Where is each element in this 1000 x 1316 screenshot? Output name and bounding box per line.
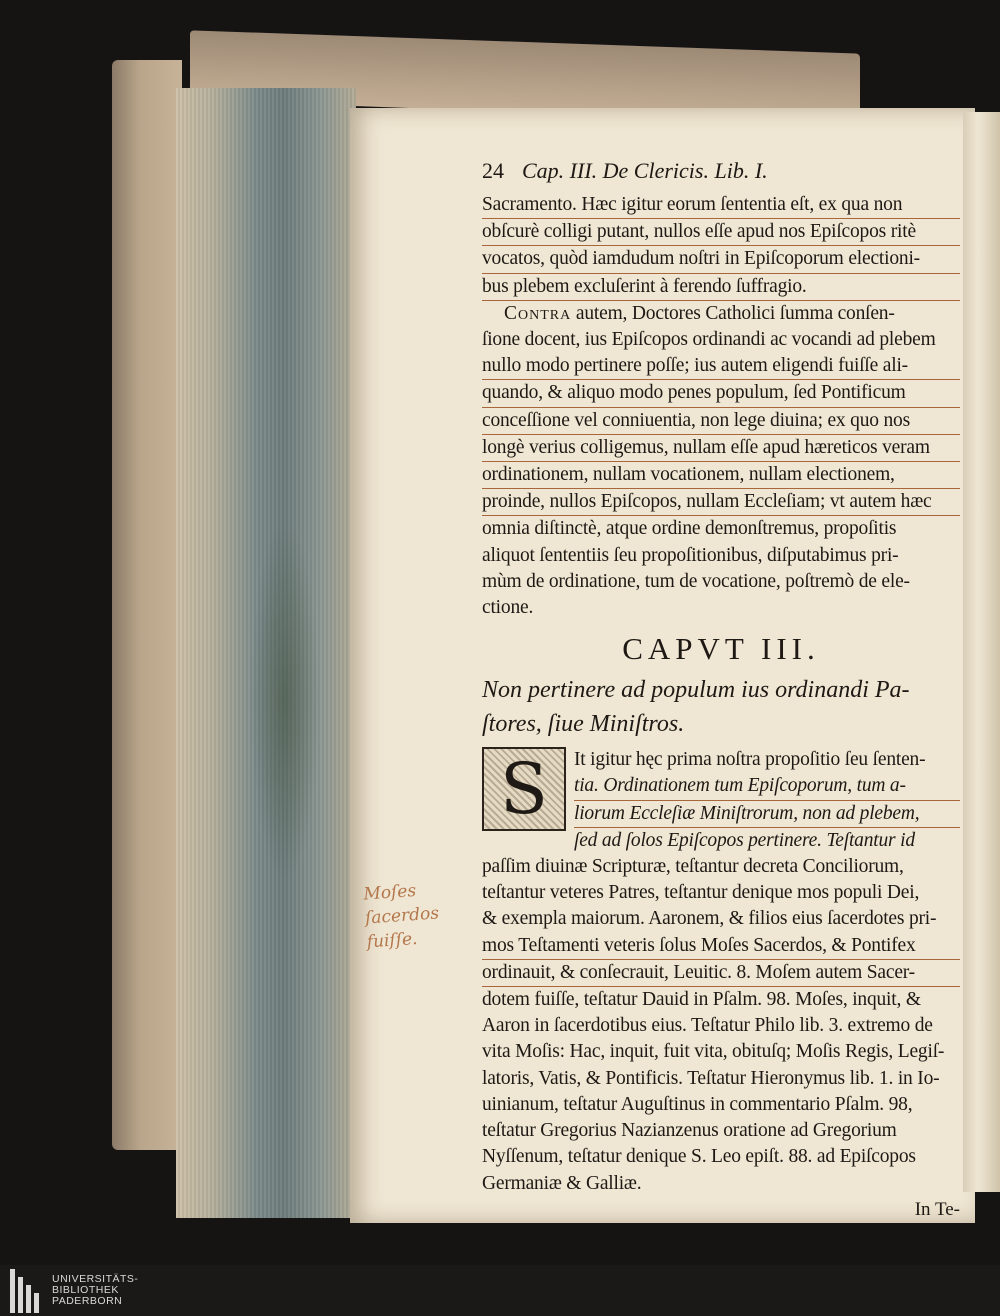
text-line: ordinationem, nullam vocationem, nullam electionem, bbox=[482, 462, 960, 489]
text-line: Sacramento. Hæc igitur eorum ſententia eſt, ex qua non bbox=[482, 192, 960, 219]
running-header bbox=[482, 158, 960, 192]
text-line: omnia diſtinctè, atque ordine demonſtremus, propoſitis bbox=[482, 518, 897, 540]
page-stain bbox=[250, 520, 320, 880]
text-line: vocatos, quòd iamdudum noſtri in Epiſcoporum electioni- bbox=[482, 246, 960, 273]
text-line: vita Moſis: Hac, inquit, fuit vita, obituſq; Moſis Regis, Legiſ- bbox=[482, 1041, 945, 1063]
text-line: bus plebem excluſerint à ferendo ſuffragio. bbox=[482, 274, 960, 301]
text-line: longè verius colligemus, nullam eſſe apud hæreticos veram bbox=[482, 435, 960, 462]
text-line: uinianum, teſtatur Auguſtinus in commentario Pſalm. 98, bbox=[482, 1093, 913, 1115]
text-line: aliquot ſententiis ſeu propoſitionibus, diſputabimus pri- bbox=[482, 544, 899, 566]
text-line: & exempla maiorum. Aaronem, & filios eius ſacerdotes pri- bbox=[482, 908, 937, 930]
text-line: proinde, nullos Epiſcopos, nullam Eccleſiam; vt autem hæc bbox=[482, 489, 960, 516]
page-number: 24 bbox=[482, 158, 504, 183]
library-logo-bar bbox=[0, 1265, 1000, 1316]
text-line: obſcurè colligi putant, nullos eſſe apud nos Epiſcopos ritè bbox=[482, 219, 960, 246]
contra-word: Contra bbox=[504, 302, 572, 324]
text-line: Aaron in ſacerdotibus eius. Teſtatur Philo lib. 3. extremo de bbox=[482, 1015, 933, 1037]
decorated-initial: S bbox=[482, 747, 566, 831]
text-line: dotem fuiſſe, teſtatur Dauid in Pſalm. 98. Moſes, inquit, & bbox=[482, 989, 921, 1011]
library-name bbox=[52, 1274, 138, 1307]
text-line: tia. Ordinationem tum Epiſcoporum, tum a- bbox=[574, 773, 960, 800]
page-text bbox=[482, 158, 960, 1221]
text-line: conceſſione vel conniuentia, non lege diuina; ex quo nos bbox=[482, 408, 960, 435]
text-line: ordinauit, & conſecrauit, Leuitic. 8. Moſem autem Sacer- bbox=[482, 960, 960, 987]
library-name-line: PADERBORN bbox=[52, 1295, 123, 1307]
text-line: paſſim diuinæ Scripturæ, teſtantur decreta Conciliorum, bbox=[482, 856, 904, 878]
library-name-line: UNIVERSITÄTS- bbox=[52, 1273, 139, 1285]
page-right-edge bbox=[963, 112, 1000, 1192]
catchword: In Te- bbox=[914, 1198, 960, 1220]
chapter-subtitle-line: ſtores, ſiue Miniſtros. bbox=[482, 711, 685, 738]
chapter-heading: CAPVT III. bbox=[622, 631, 820, 667]
text-line: Germaniæ & Galliæ. bbox=[482, 1172, 642, 1194]
text-line: mùm de ordinatione, tum de vocatione, poſtremò de ele- bbox=[482, 570, 910, 592]
chapter-subtitle-line: Non pertinere ad populum ius ordinandi Pa- bbox=[482, 677, 910, 704]
text-line bbox=[482, 301, 960, 327]
text-line: ctione. bbox=[482, 597, 534, 619]
text-line: quando, & aliquo modo penes populum, ſed Pontificum bbox=[482, 380, 960, 407]
text-line: nullo modo pertinere poſſe; ius autem eligendi fuiſſe ali- bbox=[482, 353, 960, 380]
dropcap-paragraph bbox=[482, 747, 960, 854]
margin-note-line: Moſes ſacerdos bbox=[362, 880, 440, 929]
margin-note-line: fuiſſe. bbox=[366, 928, 419, 953]
library-name-line: BIBLIOTHEK bbox=[52, 1284, 119, 1296]
dropcap-lines bbox=[574, 747, 960, 854]
text-line: It igitur hęc prima noſtra propoſitio ſeu ſenten- bbox=[574, 749, 926, 771]
text-line: liorum Eccleſiæ Miniſtrorum, non ad plebem, bbox=[574, 801, 960, 828]
text-line: teſtantur veteres Patres, teſtantur denique mos populi Dei, bbox=[482, 882, 920, 904]
text-line: ſione docent, ius Epiſcopos ordinandi ac vocandi ad plebem bbox=[482, 329, 936, 351]
handwritten-margin-note bbox=[363, 874, 498, 955]
running-title: Cap. III. De Clericis. Lib. I. bbox=[522, 158, 768, 183]
text-line: ſed ad ſolos Epiſcopos pertinere. Teſtantur id bbox=[574, 829, 915, 851]
text-line: teſtatur Gregorius Nazianzenus oratione ad Gregorium bbox=[482, 1120, 897, 1142]
text-span: autem, Doctores Catholici ſumma conſen- bbox=[571, 302, 895, 324]
library-logo-icon bbox=[10, 1269, 44, 1313]
text-line: latoris, Vatis, & Pontificis. Teſtatur Hieronymus lib. 1. in Io- bbox=[482, 1067, 940, 1089]
text-line: mos Teſtamenti veteris ſolus Moſes Sacerdos, & Pontifex bbox=[482, 933, 960, 960]
book-cover-edge bbox=[112, 60, 182, 1150]
text-line: Nyſſenum, teſtatur denique S. Leo epiſt. 88. ad Epiſcopos bbox=[482, 1146, 916, 1168]
